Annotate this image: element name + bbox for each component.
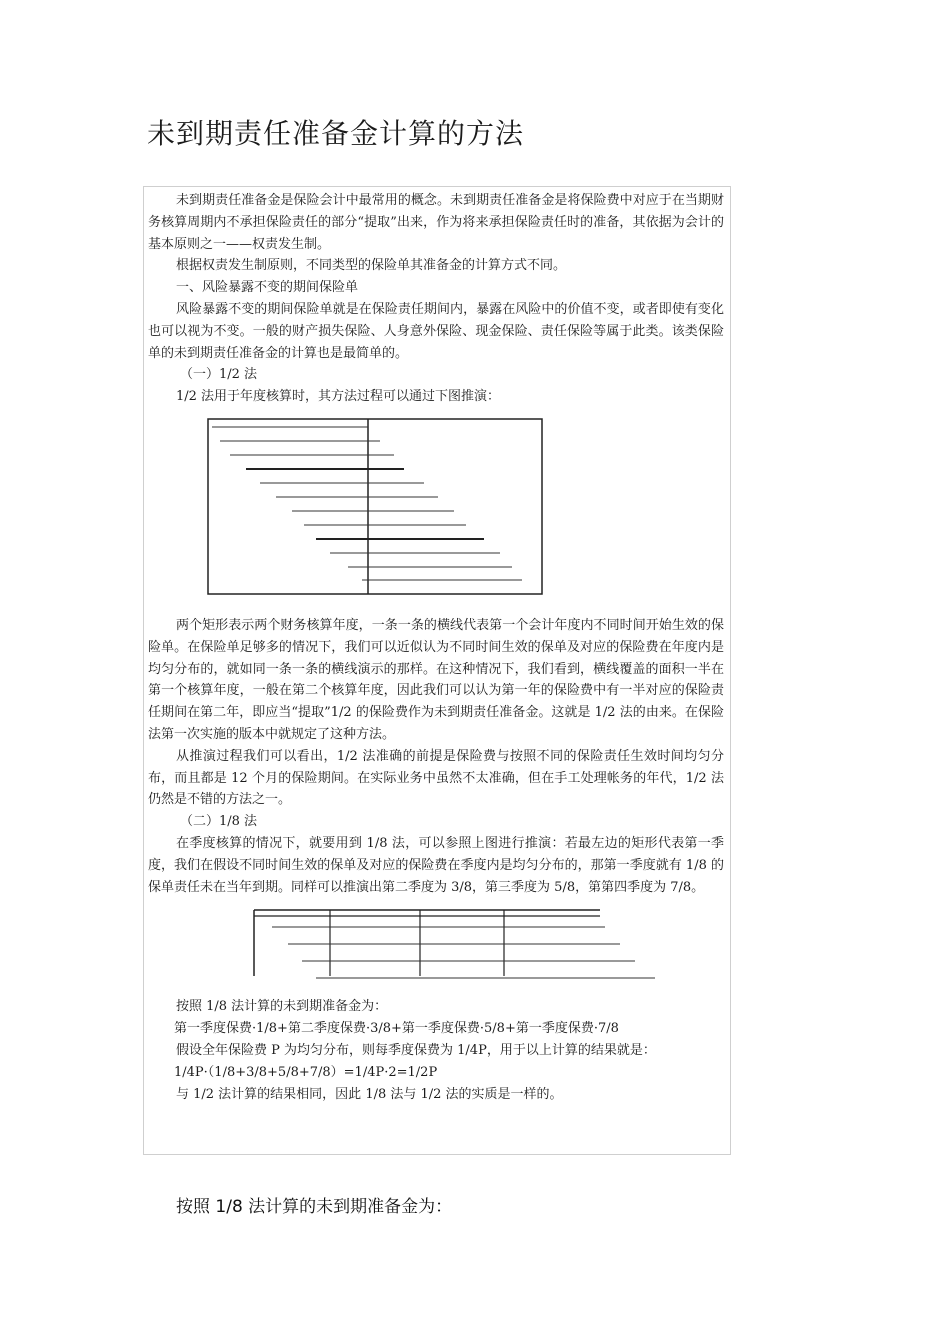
section-heading-1: 一、风险暴露不变的期间保险单 bbox=[176, 280, 359, 296]
method-heading-eighth: （二）1/8 法 bbox=[180, 814, 258, 830]
section1-paragraph: 风险暴露不变的期间保险单就是在保险责任期间内，暴露在风险中的价值不变，或者即使有变化也可以视为不变。一般的财产损失保险、人身意外保险、现金保险、责任保险等属于此类。该类保险单的未到期责任准备金的计算也是最简单的。 bbox=[148, 301, 724, 361]
scanned-page-image bbox=[143, 186, 731, 1155]
calc-intro: 按照 1/8 法计算的未到期准备金为： bbox=[176, 999, 388, 1015]
diagram-outer-rect bbox=[208, 419, 542, 594]
method-half-intro: 1/2 法用于年度核算时，其方法过程可以通过下图推演： bbox=[176, 389, 501, 405]
calc-result: 1/4P·（1/8+3/8+5/8+7/8）=1/4P·2=1/2P bbox=[174, 1064, 438, 1080]
calc-assumption: 假设全年保险费 P 为均匀分布，则每季度保费为 1/4P，用于以上计算的结果就是： bbox=[176, 1042, 656, 1058]
eighth-method-diagram bbox=[250, 906, 660, 990]
footer-text: 按照 1/8 法计算的未到期准备金为： bbox=[176, 1197, 453, 1217]
intro-paragraph: 未到期责任准备金是保险会计中最常用的概念。未到期责任准备金是将保险费中对应于在当期财务核算周期内不承担保险责任的部分“提取”出来，作为将来承担保险责任时的准备，其依据为会计的基本原则之一——权责发生制。 bbox=[148, 193, 724, 252]
page-title: 未到期责任准备金计算的方法 bbox=[147, 117, 525, 150]
method-eighth-paragraph: 在季度核算的情况下，就要用到 1/8 法，可以参照上图进行推演：若最左边的矩形代表第一季度，我们在假设不同时间生效的保单及对应的保险费在季度内是均匀分布的，那第一季度就有 1/8 的保单责任未在当年到期。同样可以推演出第二季度为 3/8，第三季度为 5/8，第第四季度为 7/8。 bbox=[148, 835, 724, 895]
method-heading-half: （一）1/2 法 bbox=[180, 367, 258, 383]
method-half-evaluation: 从推演过程我们可以看出，1/2 法准确的前提是保险费与按照不同的保险责任生效时间均匀分布，而且都是 12 个月的保险期间。在实际业务中虽然不太准确，但在手工处理帐务的年代，1/2 法仍然是不错的方法之一。 bbox=[148, 748, 724, 808]
diagram-explanation: 两个矩形表示两个财务核算年度，一条一条的横线代表第一个会计年度内不同时间开始生效的保险单。在保险单足够多的情况下，我们可以近似认为不同时间生效的保单及对应的保险费在年度内是均匀分布的，就如同一条一条的横线演示的那样。在这种情况下，我们看到，横线覆盖的面积一半在第一个核算年度，一般在第二个核算年度，因此我们可以认为第一年的保险费中有一半对应的保险责任期间在第二年，即应当“提取”1/2 的保险费作为未到期责任准备金。这就是 1/2 法的由来。在保险法第一次实施的版本中就规定了这种方法。 bbox=[148, 617, 724, 742]
conclusion-paragraph: 与 1/2 法计算的结果相同，因此 1/8 法与 1/2 法的实质是一样的。 bbox=[176, 1086, 563, 1102]
calc-formula: 第一季度保费·1/8+第二季度保费·3/8+第一季度保费·5/8+第一季度保费·7/8 bbox=[174, 1021, 619, 1037]
basis-paragraph: 根据权责发生制原则，不同类型的保险单其准备金的计算方式不同。 bbox=[176, 258, 567, 274]
half-method-diagram bbox=[204, 417, 544, 597]
